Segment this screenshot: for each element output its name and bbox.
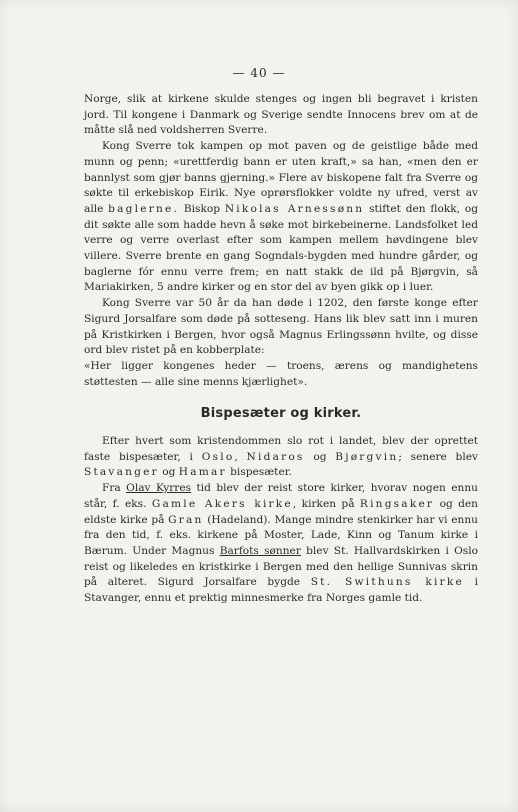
s1-text-c: og xyxy=(304,450,336,463)
page-number: — 40 — xyxy=(232,66,286,80)
s2-text-d: og den eldste kirke på xyxy=(84,497,478,526)
hamar-spaced: Hamar xyxy=(178,466,227,479)
s2-text-e: (Hadeland). Mange mindre stenkirker har vi ennu fra den tid, f. eks. kirkene på Moster, Lade, Kinn og Tanum kirke i Bærum. Under Magnus xyxy=(84,513,478,557)
paragraph-2-part-b: Biskop xyxy=(179,202,225,215)
gran-spaced: Gran xyxy=(168,513,204,526)
s2-text-c: , kirken på xyxy=(292,497,360,510)
baglerne-spaced: baglerne. xyxy=(108,202,180,215)
s2-text-a: Fra xyxy=(102,482,127,495)
s1-text-f: bispesæter. xyxy=(226,466,292,479)
s2-text-g: i Stavanger, ennu et prektig minnesmerke fra Norges gamle tid. xyxy=(84,576,479,605)
stavanger-spaced: Stavanger xyxy=(84,466,159,479)
s1-text-d: ; senere blev xyxy=(398,450,478,463)
s2-text-b: tid blev der reist store kirker, hvorav nogen ennu står, f. eks. xyxy=(84,482,478,510)
nidaros-spaced: Nidaros xyxy=(246,450,305,463)
bjorgvin-spaced: Bjørgvin xyxy=(335,450,399,463)
paragraph-2-part-c: stiftet den flokk, og dit søkte alle som hadde hevn å søke mot birkebeinerne. Landsfolket led verre og verre overlast efter som kampen mellem høvdingene blev villere. Sverre brente en gang Sogndals-bygden med hundre gårder, og baglerne fór ennu verre frem; en natt stakk de ild på Bjørgvin, så Mariakirken, 5 andre kirker og en stor del av byen gikk op i luer. xyxy=(84,202,478,294)
paragraph-2-part-a: Kong Sverre tok kampen op mot paven og de geistlige både med munn og penn; «urettferdig bann er uten kraft,» sa han, «men den er bannlyst som gjør banns gjerning.» Flere av biskopene falt fra Sverre og søkte til erkebiskop Eirik. Nye oprørsflokker voldte ny ufred, verst av alle xyxy=(84,140,478,215)
s1-text-e: og xyxy=(158,466,179,479)
paragraph-3: Kong Sverre var 50 år da han døde i 1202, den første konge efter Sigurd Jorsalfare som døde på sotteseng. Hans lik blev satt inn i muren på Kristkirken i Bergen, hvor også Magnus Erlingssønn hvilte, og disse ord blev ristet på en kobberplate: xyxy=(84,297,478,357)
s1-text-a: Efter hvert som kristendommen slo rot i landet, blev der oprettet faste bispesæter, i xyxy=(84,435,478,463)
section-paragraph-1 xyxy=(84,434,478,481)
s1-text-b: , xyxy=(234,450,247,463)
epitaph-quote: «Her ligger kongenes heder — troens, ærens og mandighetens støttesten — alle sine menns kjærlighet». xyxy=(84,359,478,388)
oslo-spaced: Oslo xyxy=(201,450,235,463)
gamle-akers-kirke-spaced: Gamle Akers kirke xyxy=(151,497,293,510)
s2-text-f: blev St. Hallvardskirken i Oslo reist og likeledes en kristkirke i Bergen med den hellige Sunnivas skrin på alteret. Sigurd Jorsalfare bygde xyxy=(84,544,478,589)
barfots-sonner-underlined: Barfots sønner xyxy=(219,544,301,557)
paragraph-1: Norge, slik at kirkene skulde stenges og ingen bli begravet i kristen jord. Til kongene i Danmark og Sverige sendte Innocens brev om at de måtte slå ned voldsherren Sverre. xyxy=(84,93,478,137)
body-text xyxy=(84,92,478,607)
section-heading: Bispesæter og kirker. xyxy=(200,406,362,422)
st-swithuns-kirke-spaced: St. Swithuns kirke xyxy=(310,576,464,589)
paragraph-2 xyxy=(84,139,478,296)
ringsaker-spaced: Ringsaker xyxy=(359,497,435,510)
nikolas-spaced: Nikolas Arnessønn xyxy=(224,202,365,215)
section-paragraph-2 xyxy=(84,481,478,607)
olav-kyrres-underlined: Olav Kyrres xyxy=(126,482,192,495)
